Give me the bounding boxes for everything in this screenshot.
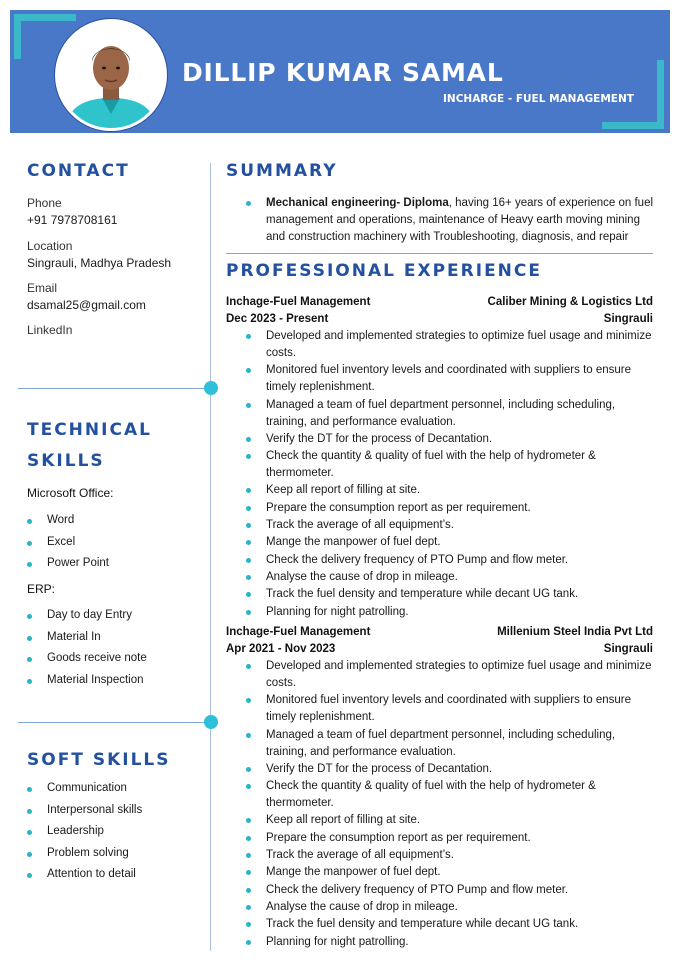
list-item: Track the fuel density and temperature while decant UG tank.: [266, 586, 658, 603]
contact-heading: CONTACT: [27, 161, 130, 181]
phone-value: +91 7978708161: [27, 213, 118, 227]
timeline-dot: [204, 715, 218, 729]
divider: [226, 253, 653, 254]
soft-skills-heading: SOFT SKILLS: [27, 750, 171, 770]
job-company: Caliber Mining & Logistics Ltd: [487, 296, 653, 308]
list-item: Word: [47, 514, 109, 526]
list-item: Mange the manpower of fuel dept.: [266, 534, 658, 551]
list-item: Mange the manpower of fuel dept.: [266, 864, 658, 881]
job-dates: Apr 2021 - Nov 2023: [226, 643, 336, 655]
job-position: Inchage-Fuel Management: [226, 626, 371, 638]
list-item: Developed and implemented strategies to optimize fuel usage and minimize costs.: [266, 328, 658, 362]
job-location: Singrauli: [603, 313, 653, 325]
profile-photo: [55, 19, 167, 131]
experience-heading: PROFESSIONAL EXPERIENCE: [226, 261, 542, 281]
location-value: Singrauli, Madhya Pradesh: [27, 256, 172, 270]
candidate-name: DILLIP KUMAR SAMAL: [182, 58, 504, 87]
list-item: Keep all report of filling at site.: [266, 482, 658, 499]
list-item: Analyse the cause of drop in mileage.: [266, 569, 658, 586]
list-item: Monitored fuel inventory levels and coordinated with suppliers to ensure timely replenishment.: [266, 362, 658, 396]
list-item: Problem solving: [47, 847, 142, 859]
list-item: Check the quantity & quality of fuel with the help of hydrometer & thermometer.: [266, 448, 658, 482]
list-item: Track the average of all equipment’s.: [266, 517, 658, 534]
frame-corner-top-left: [14, 14, 76, 21]
soft-skills-list: [47, 782, 142, 880]
erp-label: ERP:: [27, 582, 56, 596]
list-item: Excel: [47, 536, 109, 548]
technical-skills-heading-line2: SKILLS: [27, 451, 105, 471]
summary-body: , having 16+ years of experience on fuel management and operations, maintenance of Heavy earth moving mining and construction machinery with Troubleshooting, diagnosis, and repair: [266, 197, 654, 243]
list-item: Goods receive note: [47, 652, 147, 664]
divider: [18, 388, 205, 389]
list-item: Track the average of all equipment’s.: [266, 847, 658, 864]
job-location: Singrauli: [603, 643, 653, 655]
list-item: Prepare the consumption report as per requirement.: [266, 500, 658, 517]
linkedin-label[interactable]: LinkedIn: [27, 323, 73, 337]
list-item: Attention to detail: [47, 868, 142, 880]
list-item: Planning for night patrolling.: [266, 934, 658, 951]
list-item: Track the fuel density and temperature while decant UG tank.: [266, 916, 658, 933]
list-item: Power Point: [47, 557, 110, 569]
job-duties-list: [266, 658, 658, 951]
list-item: Material Inspection: [47, 674, 147, 686]
frame-corner-bottom-right: [602, 122, 664, 129]
list-item: Check the quantity & quality of fuel with the help of hydrometer & thermometer.: [266, 778, 658, 812]
list-item: Day to day Entry: [47, 609, 147, 621]
summary-text: [266, 195, 658, 246]
office-label: Microsoft Office:: [27, 486, 114, 500]
list-item: Managed a team of fuel department personnel, including scheduling, training, and performance evaluation.: [266, 397, 658, 431]
job-dates: Dec 2023 - Present: [226, 313, 329, 325]
list-item: Monitored fuel inventory levels and coordinated with suppliers to ensure timely replenishment.: [266, 692, 658, 726]
list-item: Developed and implemented strategies to optimize fuel usage and minimize costs.: [266, 658, 658, 692]
list-item: Planning for night patrolling.: [266, 604, 658, 621]
list-item: Check the delivery frequency of PTO Pump and flow meter.: [266, 882, 658, 899]
list-item: Verify the DT for the process of Decantation.: [266, 761, 658, 778]
summary-bold: Mechanical engineering- Diploma: [266, 197, 449, 209]
list-item: Verify the DT for the process of Decantation.: [266, 431, 658, 448]
office-skills-list: [47, 514, 109, 569]
technical-skills-heading: TECHNICAL: [27, 420, 152, 440]
frame-corner-bottom-right-vertical: [657, 60, 664, 129]
email-label: Email: [27, 281, 58, 295]
list-item: Material In: [47, 631, 147, 643]
list-item: Check the delivery frequency of PTO Pump and flow meter.: [266, 552, 658, 569]
list-item: Interpersonal skills: [47, 803, 143, 816]
location-label: Location: [27, 239, 73, 253]
erp-skills-list: [47, 609, 147, 686]
person-portrait-icon: [58, 22, 164, 128]
phone-label: Phone: [27, 196, 62, 210]
list-item: Keep all report of filling at site.: [266, 812, 658, 829]
email-value[interactable]: dsamal25@gmail.com: [27, 298, 146, 312]
job-company: Millenium Steel India Pvt Ltd: [497, 626, 653, 638]
summary-heading: SUMMARY: [226, 161, 338, 181]
frame-corner-top-left-vertical: [14, 14, 21, 59]
list-item: Prepare the consumption report as per requirement.: [266, 830, 658, 847]
candidate-role: INCHARGE - FUEL MANAGEMENT: [443, 93, 634, 105]
job-position: Inchage-Fuel Management: [226, 296, 371, 308]
divider: [18, 722, 205, 723]
list-item: Analyse the cause of drop in mileage.: [266, 899, 658, 916]
timeline-dot: [204, 381, 218, 395]
list-item: Communication: [47, 782, 142, 794]
list-item: Leadership: [47, 825, 142, 837]
timeline-line: [210, 163, 211, 951]
list-item: Managed a team of fuel department personnel, including scheduling, training, and performance evaluation.: [266, 727, 658, 761]
job-duties-list: [266, 328, 658, 621]
